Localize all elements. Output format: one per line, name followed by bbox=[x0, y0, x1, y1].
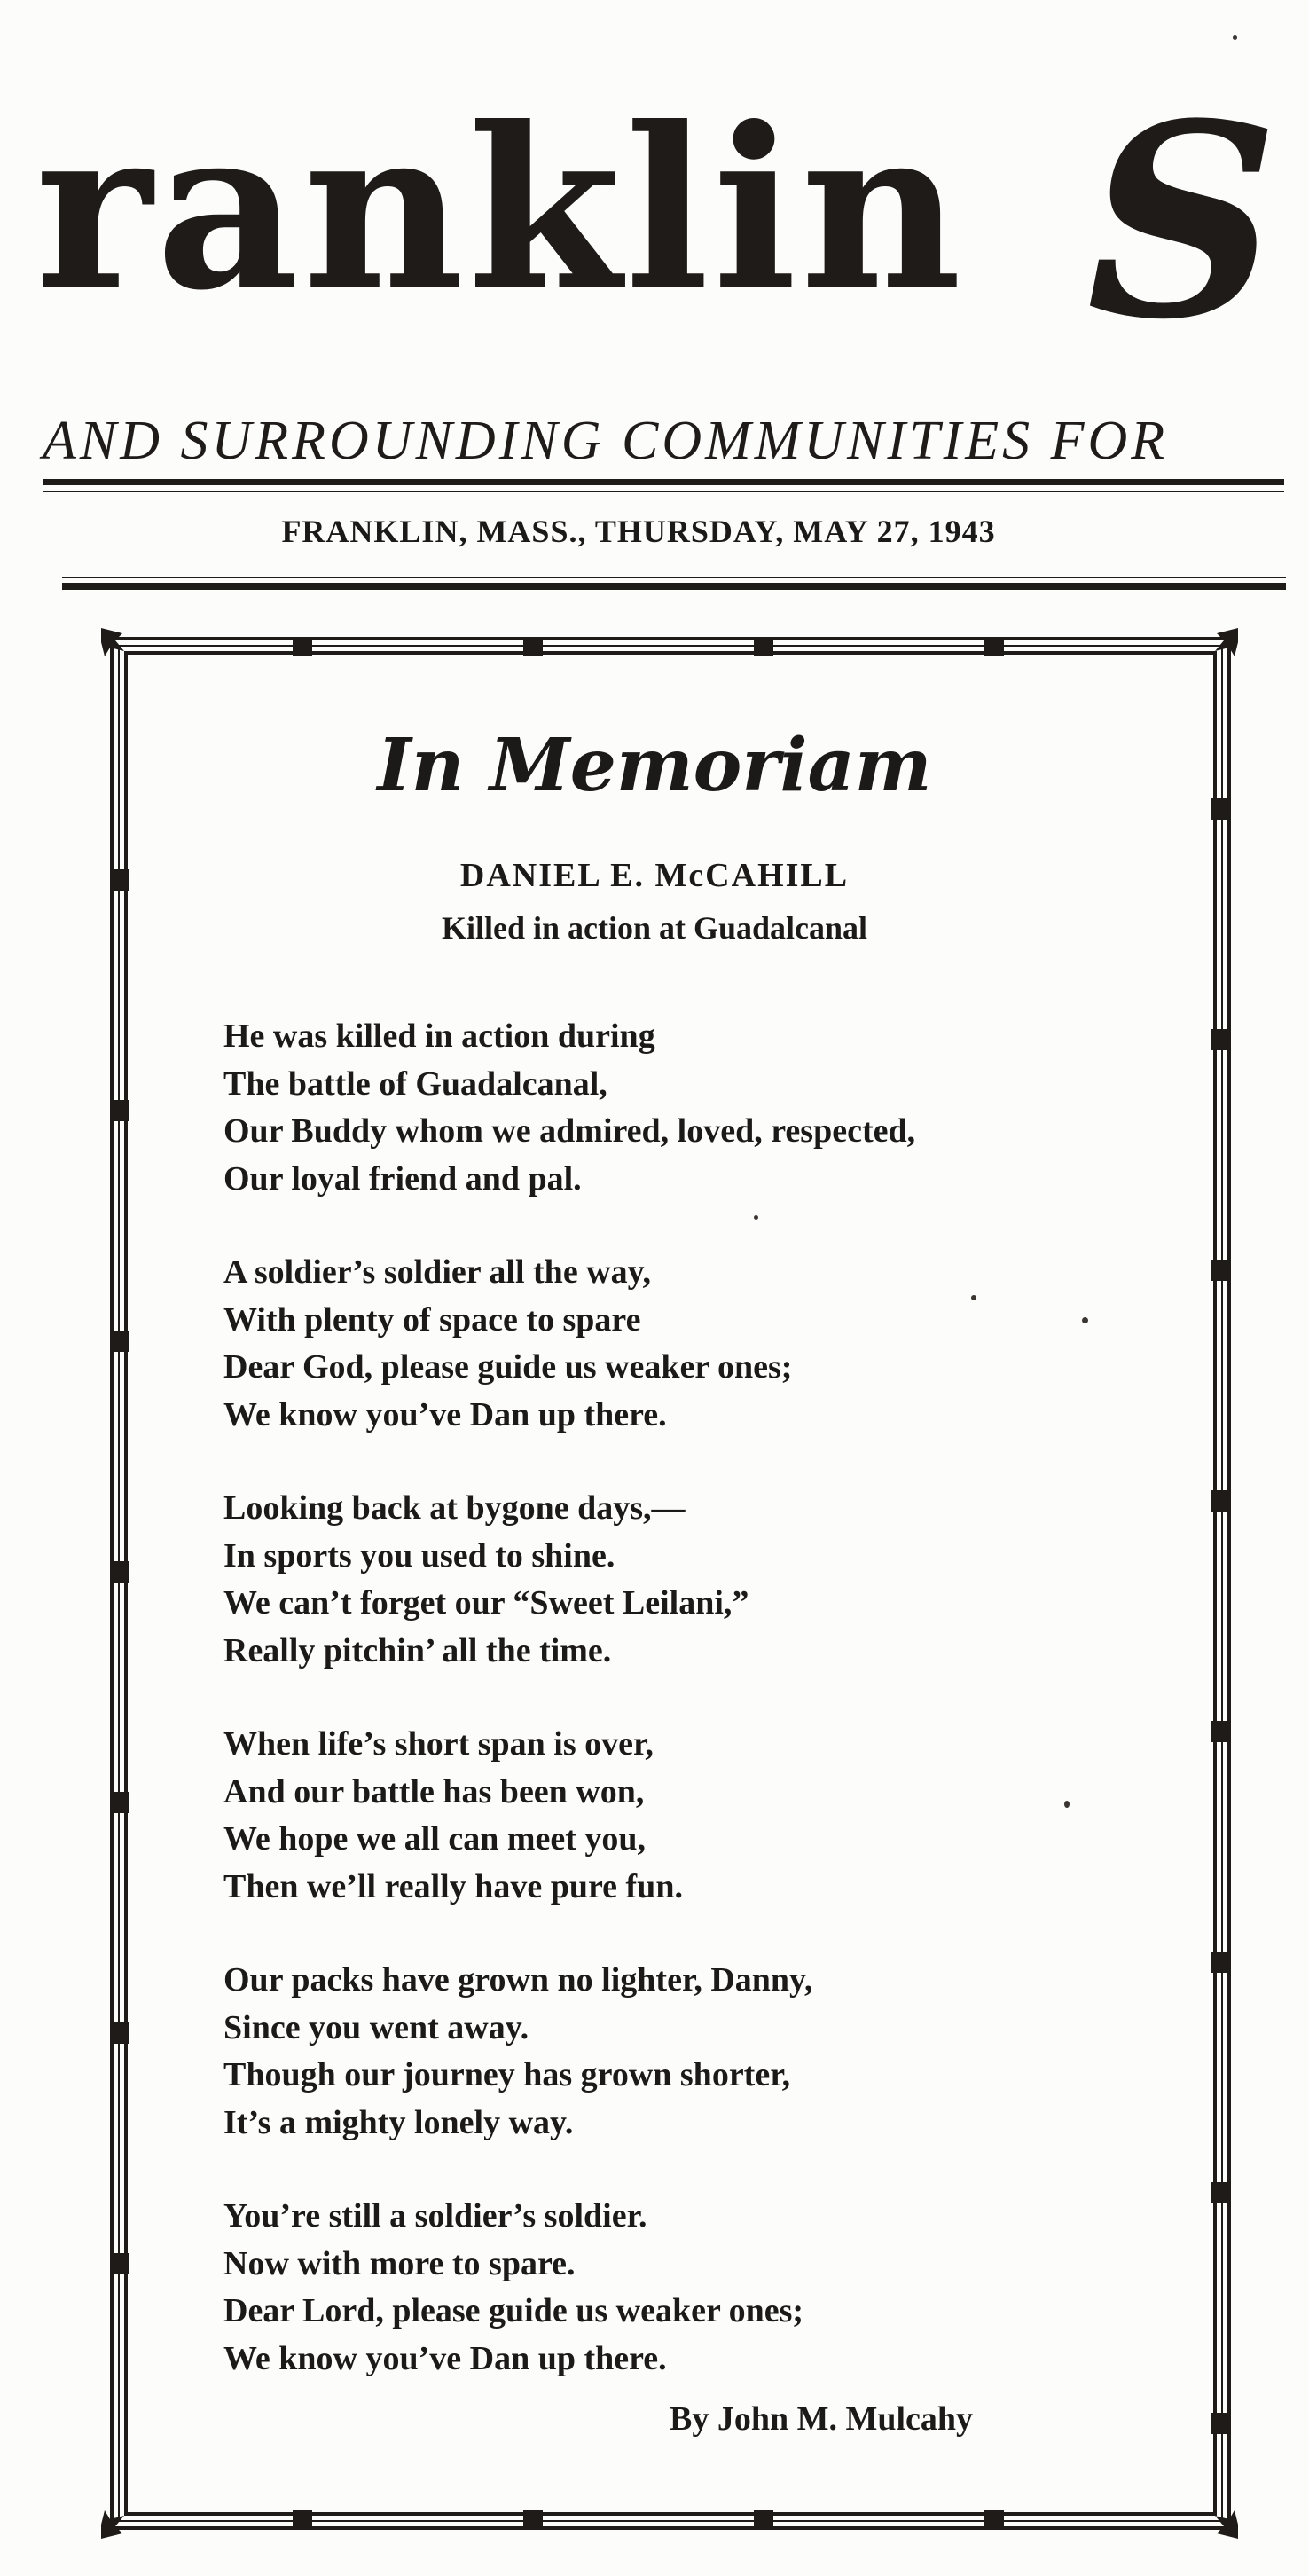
poem-line: A soldier’s soldier all the way, bbox=[223, 1253, 652, 1291]
poem-line: Really pitchin’ all the time. bbox=[223, 1631, 612, 1669]
soldier-name: DANIEL E. McCAHILL bbox=[459, 857, 850, 894]
poem-line: When life’s short span is over, bbox=[223, 1725, 654, 1763]
scan-speck bbox=[1064, 1801, 1070, 1808]
poem-line: Our loyal friend and pal. bbox=[223, 1159, 582, 1198]
stanza bbox=[223, 1013, 1110, 1203]
poem-line: Our packs have grown no lighter, Danny, bbox=[223, 1961, 813, 1999]
poem-line: We can’t forget our “Sweet Leilani,” bbox=[223, 1584, 749, 1622]
poem bbox=[223, 1013, 1110, 2429]
poem-line: We hope we all can meet you, bbox=[223, 1820, 647, 1857]
tagline-rule-thick bbox=[43, 479, 1284, 485]
poem-line: He was killed in action during bbox=[223, 1017, 655, 1055]
poem-line: Our Buddy whom we admired, loved, respected, bbox=[223, 1112, 916, 1150]
poem-line: With plenty of space to spare bbox=[223, 1300, 641, 1339]
poem-line: It’s a mighty lonely way. bbox=[223, 2103, 574, 2141]
scan-speck bbox=[754, 1215, 758, 1220]
dateline bbox=[0, 513, 1309, 550]
poem-line: And our battle has been won, bbox=[223, 1772, 645, 1810]
memoriam-title: In Memoriam bbox=[377, 723, 932, 808]
poem-line: In sports you used to shine. bbox=[223, 1536, 615, 1575]
dateline-rule-thick bbox=[62, 583, 1286, 590]
scan-speck bbox=[971, 1295, 976, 1300]
tagline-rule-thin bbox=[43, 491, 1284, 492]
stanza bbox=[223, 2193, 1110, 2383]
scan-speck bbox=[1082, 1317, 1088, 1323]
dateline-rule-thin bbox=[62, 577, 1286, 578]
poem-line: You’re still a soldier’s soldier. bbox=[223, 2197, 647, 2234]
newspaper-masthead: ranklin bbox=[35, 78, 966, 339]
poem-line: Now with more to spare. bbox=[223, 2244, 576, 2282]
masthead-cutoff-letter: S bbox=[1086, 65, 1279, 378]
stanza bbox=[223, 1957, 1110, 2147]
dateline-text: FRANKLIN, MASS., THURSDAY, MAY 27, 1943 bbox=[281, 514, 996, 549]
poem-line: Since you went away. bbox=[223, 2008, 529, 2046]
masthead-tagline: AND SURROUNDING COMMUNITIES FOR bbox=[43, 411, 1169, 471]
poem-line: We know you’ve Dan up there. bbox=[223, 1395, 667, 1433]
scan-speck bbox=[1233, 35, 1237, 40]
poem-line: Looking back at bygone days,— bbox=[223, 1489, 686, 1527]
poem-line: Dear Lord, please guide us weaker ones; bbox=[223, 2292, 804, 2329]
poem-line: Dear God, please guide us weaker ones; bbox=[223, 1348, 793, 1386]
poem-line: We know you’ve Dan up there. bbox=[223, 2339, 667, 2377]
stanza bbox=[223, 1249, 1110, 1439]
poem-line: The battle of Guadalcanal, bbox=[223, 1064, 607, 1103]
poem-line: Though our journey has grown shorter, bbox=[223, 2056, 791, 2093]
poem-line: Then we’ll really have pure fun. bbox=[223, 1867, 683, 1905]
poem-byline: By John M. Mulcahy bbox=[670, 2400, 974, 2438]
stanza bbox=[223, 1721, 1110, 1911]
memoriam-subtitle: Killed in action at Guadalcanal bbox=[441, 910, 868, 946]
stanza bbox=[223, 1485, 1110, 1675]
